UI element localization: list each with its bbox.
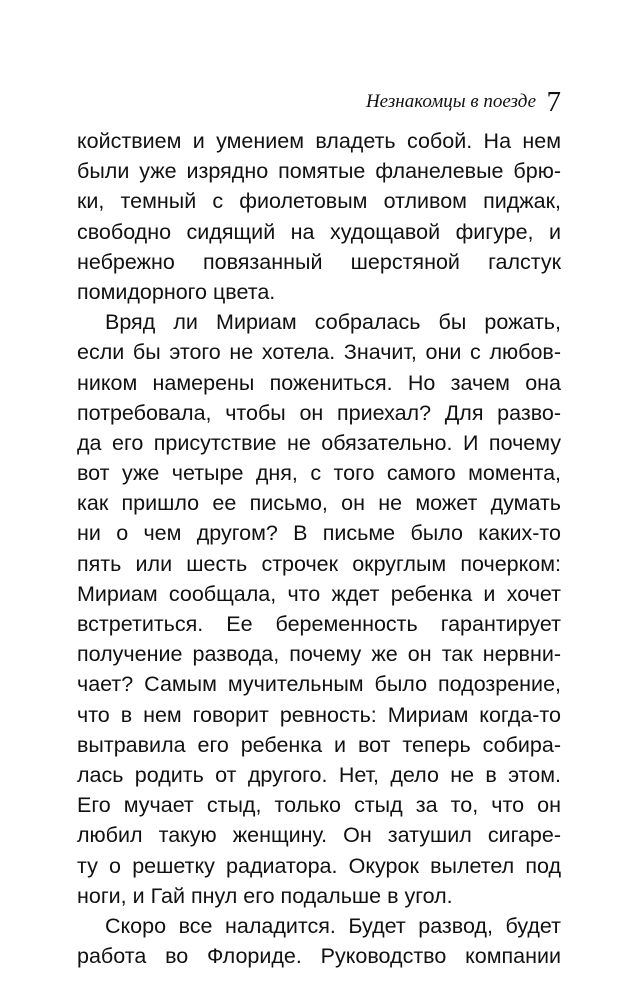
text-line: вытравила его ребенка и вот теперь собира- xyxy=(77,732,561,757)
text-line: да его присутствие не обязательно. И почему xyxy=(77,430,561,455)
text-line: получение развода, почему же он так нервни- xyxy=(77,642,561,667)
text-line: койствием и умением владеть собой. На нем xyxy=(77,129,561,153)
text-line: вот уже четыре дня, с того самого момента, xyxy=(77,461,561,486)
text-line: ки, темный с фиолетовым отливом пиджак, xyxy=(77,189,561,214)
text-line: если бы этого не хотела. Значит, они с любов- xyxy=(77,340,561,365)
text-line: что в нем говорит ревность: Мириам когда-то xyxy=(77,702,561,727)
text-line: пять или шесть строчек округлым почерком: xyxy=(77,551,561,576)
text-line: Мириам сообщала, что ждет ребенка и хочет xyxy=(77,581,561,606)
body-text xyxy=(77,126,561,971)
text-line: Его мучает стыд, только стыд за то, что он xyxy=(77,793,561,818)
text-line: ту о решетку радиатора. Окурок вылетел под xyxy=(77,853,561,878)
text-line: встретиться. Ее беременность гарантирует xyxy=(77,612,561,636)
text-line: Вряд ли Мириам собралась бы рожать, xyxy=(105,310,561,335)
text-line: свободно сидящий на худощавой фигуре, и xyxy=(77,219,561,244)
text-line: ником намерены пожениться. Но зачем она xyxy=(77,370,561,395)
text-line: были уже изрядно помятые фланелевые брю- xyxy=(77,159,561,184)
text-line: потребовала, чтобы он приехал? Для разво- xyxy=(77,400,561,425)
page-number: 7 xyxy=(546,86,561,118)
text-line: лась родить от другого. Нет, дело не в этом. xyxy=(77,762,561,787)
text-line: как пришло ее письмо, он не может думать xyxy=(77,491,561,516)
text-line: Скоро все наладится. Будет развод, будет xyxy=(105,913,561,938)
text-line: работа во Флориде. Руководство компании xyxy=(77,944,561,969)
running-title: Незнакомцы в поезде xyxy=(365,91,536,112)
text-line: чает? Самым мучительным было подозрение, xyxy=(77,672,561,697)
text-line: любил такую женщину. Он затушил сигаре- xyxy=(77,823,561,848)
text-line: ноги, и Гай пнул его подальше в угол. xyxy=(77,883,453,908)
text-line: ни о чем другом? В письме было каких-то xyxy=(77,521,561,546)
text-line: небрежно повязанный шерстяной галстук xyxy=(77,249,561,274)
text-line: помидорного цвета. xyxy=(77,279,276,304)
